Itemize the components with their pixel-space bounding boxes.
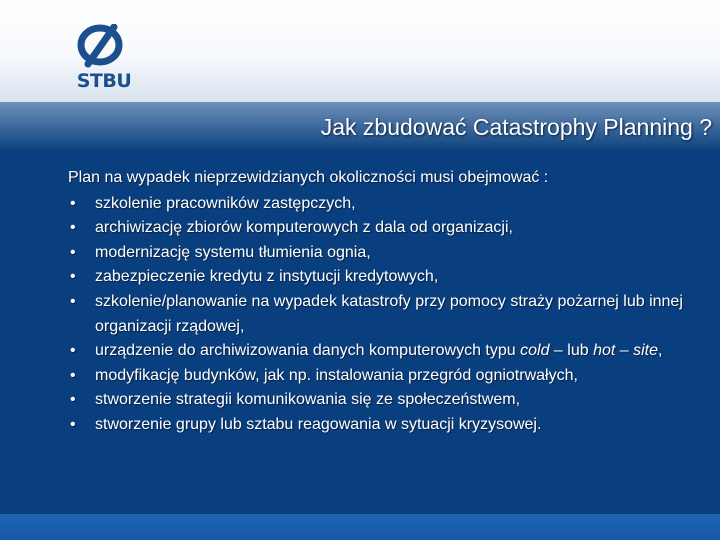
list-item-emphasis: cold bbox=[520, 342, 550, 360]
stbu-logo bbox=[62, 24, 144, 100]
slide-title: Jak zbudować Catastrophy Planning ? bbox=[320, 114, 712, 140]
list-item-text-part: – lub bbox=[549, 342, 594, 360]
bullet-icon: • bbox=[70, 342, 76, 360]
slide-body bbox=[68, 166, 708, 438]
list-item-text: zabezpieczenie kredytu z instytucji kredytowych, bbox=[95, 268, 439, 286]
list-item bbox=[68, 339, 708, 364]
list-item bbox=[68, 265, 708, 290]
bullet-icon: • bbox=[70, 219, 76, 237]
bullet-icon: • bbox=[70, 366, 76, 384]
list-item-text: modernizację systemu tłumienia ognia, bbox=[95, 243, 371, 261]
list-item-text: szkolenie/planowanie na wypadek katastrofy przy pomocy straży pożarnej lub innej organizacji rządowej, bbox=[95, 292, 683, 335]
list-item bbox=[68, 216, 708, 241]
bullet-icon: • bbox=[70, 268, 76, 286]
intro-text: Plan na wypadek nieprzewidzianych okoliczności musi obejmować : bbox=[68, 169, 549, 186]
bullet-icon: • bbox=[70, 415, 76, 433]
list-item bbox=[68, 413, 708, 438]
list-item-text: stworzenie strategii komunikowania się ze społeczeństwem, bbox=[95, 391, 521, 409]
list-item-text: modyfikację budynków, jak np. instalowania przegród ogniotrwałych, bbox=[95, 366, 578, 384]
bullet-icon: • bbox=[70, 194, 76, 212]
list-item bbox=[68, 241, 708, 266]
list-item-text: szkolenie pracowników zastępczych, bbox=[95, 194, 356, 212]
bullet-list bbox=[68, 192, 708, 438]
list-item bbox=[68, 290, 708, 339]
list-item bbox=[68, 192, 708, 217]
bullet-icon: • bbox=[70, 292, 76, 310]
stbu-logo-icon bbox=[72, 24, 132, 68]
bullet-icon: • bbox=[70, 391, 76, 409]
list-item-text: stworzenie grupy lub sztabu reagowania w sytuacji kryzysowej. bbox=[95, 415, 542, 433]
bullet-icon: • bbox=[70, 243, 76, 261]
footer-band bbox=[0, 514, 720, 540]
list-item-emphasis: hot – site bbox=[593, 342, 659, 360]
logo-text: STBU bbox=[76, 70, 132, 92]
list-item-text-part: , bbox=[658, 342, 663, 360]
list-item-text-part: urządzenie do archiwizowania danych komputerowych typu bbox=[95, 342, 521, 360]
list-item-text: archiwizację zbiorów komputerowych z dala od organizacji, bbox=[95, 219, 513, 237]
list-item bbox=[68, 388, 708, 413]
list-item bbox=[68, 364, 708, 389]
